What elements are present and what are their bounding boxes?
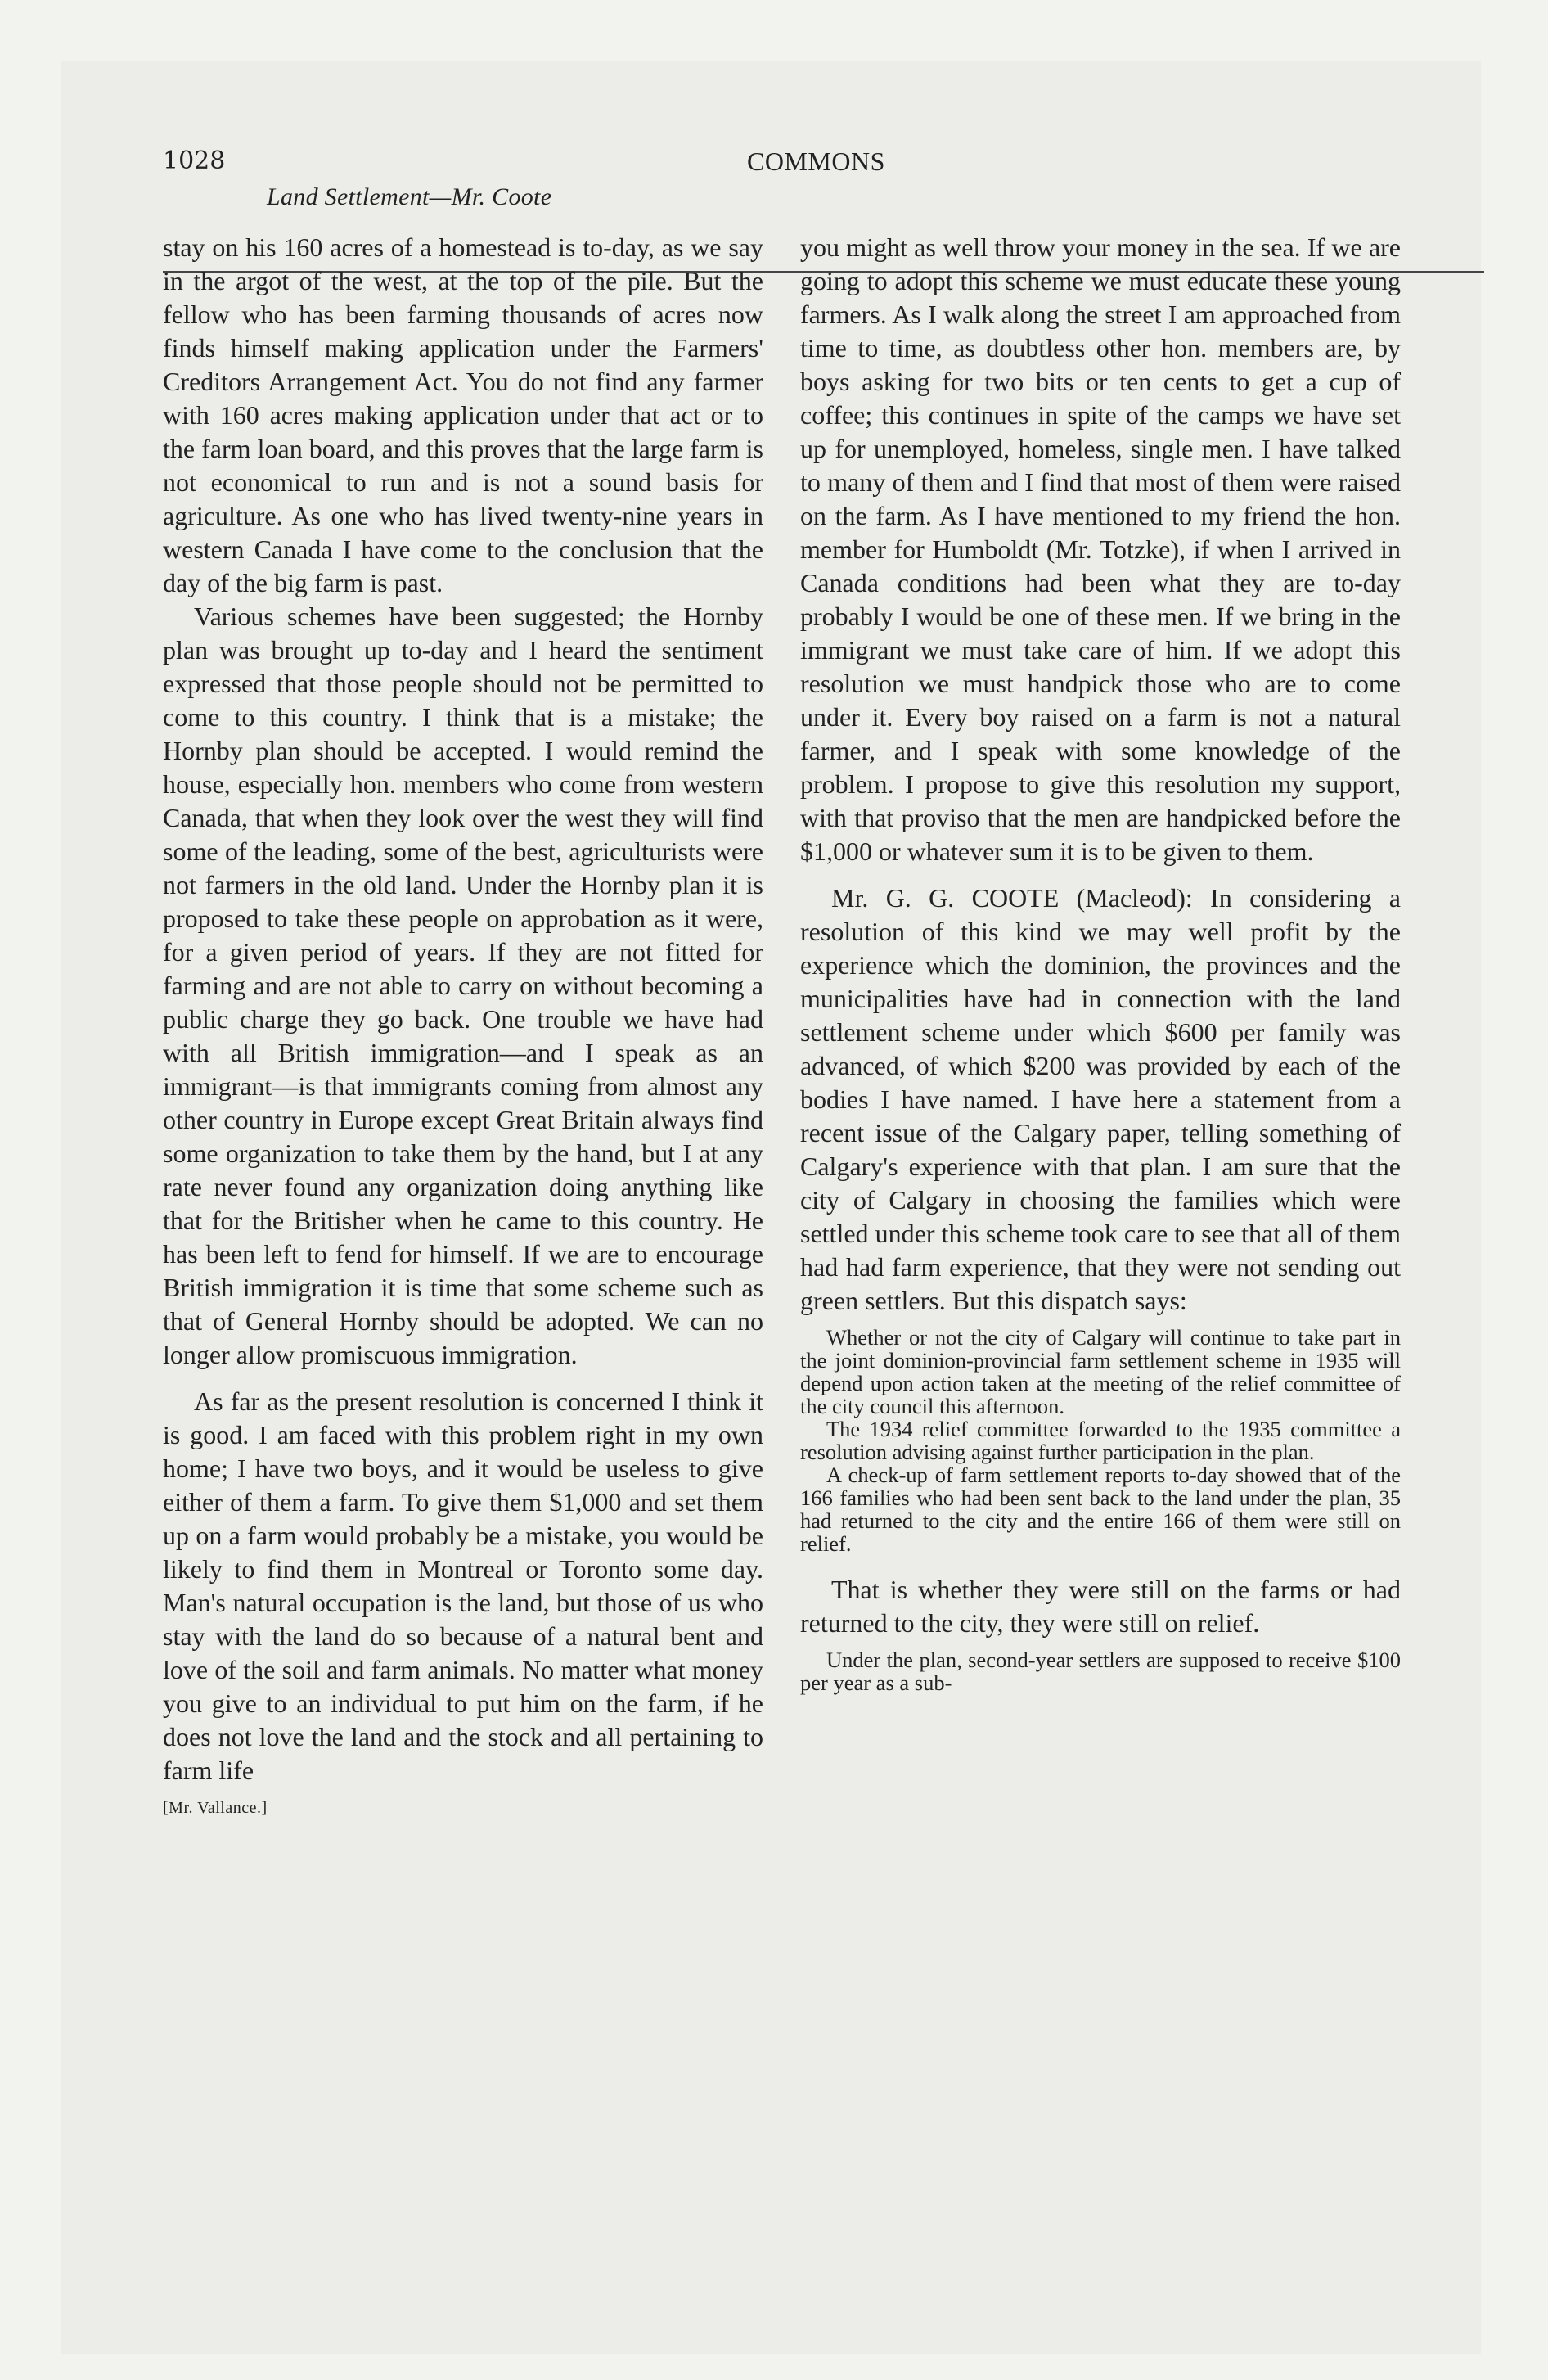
section-title: COMMONS (747, 146, 885, 176)
left-paragraph-1: stay on his 160 acres of a homestead is to-day, as we say in the argot of the west, at the top of the pile. But the fellow who has been farming thousands of acres now finds himself making application under the Farmers' Creditors Arrangement Act. You do not find any farmer with 160 acres making application under that act or to the farm loan board, and this proves that the large farm is not economical to run and is not a sound basis for agriculture. As one who has lived twenty-nine years in western Canada I have come to the conclusion that the day of the big farm is past. (163, 232, 763, 597)
left-column (163, 231, 763, 1818)
speaker-footnote: [Mr. Vallance.] (163, 1799, 268, 1817)
left-paragraph-3: As far as the present resolution is concerned I think it is good. I am faced with this problem right in my own home; I have two boys, and it would be useless to give either of them a farm. To give them $1,000 and set them up on a farm would probably be a mistake, you would be likely to find them in Montreal or Toronto some day. Man's natural occupation is the land, but those of us who stay with the land do so because of a natural bent and love of the soil and farm animals. No matter what money you give to an individual to put him on the farm, if he does not love the land and the stock and all pertaining to farm life (163, 1386, 763, 1785)
left-paragraph-2: Various schemes have been suggested; the Hornby plan was brought up to-day and I heard the sentiment expressed that those people should not be permitted to come to this country. I think that is a mistake; the Hornby plan should be accepted. I would remind the house, especially hon. members who come from western Canada, that when they look over the west they will find some of the leading, some of the best, agriculturists were not farmers in the old land. Under the Hornby plan it is proposed to take these people on approbation as it were, for a given period of years. If they are not fitted for farming and are not able to carry on without becoming a public charge they go back. One trouble we have had with all British immigration—and I speak as an immigrant—is that immigrants coming from almost any other country in Europe except Great Britain always find some organization to take them by the hand, but I at any rate never found any organization doing anything like that for the Britisher when he came to this country. He has been left to fend for himself. If we are to encourage British immigration it is time that some scheme such as that of General Hornby should be adopted. We can no longer allow promiscuous immigration. (163, 602, 763, 1369)
right-paragraph-2: Mr. G. G. COOTE (Macleod): In considering a resolution of this kind we may well profit by the experience which the dominion, the provinces and the municipalities have had in connection with the land settlement scheme under which $600 per family was advanced, of which $200 was provided by each of the bodies I have named. I have here a statement from a recent issue of the Calgary paper, telling something of Calgary's experience with that plan. I am sure that the city of Calgary in choosing the families which were settled under this scheme took care to see that all of them had had farm experience, that they were not sending out green settlers. But this dispatch says: (800, 883, 1401, 1315)
running-head: Land Settlement—Mr. Coote (267, 183, 552, 210)
right-paragraph-1: you might as well throw your money in the sea. If we are going to adopt this scheme we must educate these young farmers. As I walk along the street I am approached from time to time, as doubtless other hon. members are, by boys asking for two bits or ten cents to get a cup of coffee; this continues in spite of the camps we have set up for unemployed, homeless, single men. I have talked to many of them and I find that most of them were raised on the farm. As I have mentioned to my friend the hon. member for Humboldt (Mr. Totzke), if when I arrived in Canada conditions had been what they are to-day probably I would be one of these men. If we bring in the immigrant we must take care of him. If we adopt this resolution we must handpick those who are to come under it. Every boy raised on a farm is not a natural farmer, and I speak with some knowledge of the problem. I propose to give this resolution my support, with that proviso that the men are handpicked before the $1,000 or whatever sum it is to be given to them. (800, 232, 1401, 866)
quoted-dispatch-1: Whether or not the city of Calgary will continue to take part in the joint dominion-provincial farm settlement scheme in 1935 will depend upon action taken at the meeting of the relief committee of the city council this afternoon. (800, 1325, 1401, 1418)
right-column (800, 231, 1401, 1694)
page-sheet (61, 61, 1481, 2354)
quoted-dispatch-4: Under the plan, second-year settlers are supposed to receive $100 per year as a sub- (800, 1648, 1401, 1695)
right-paragraph-3: That is whether they were still on the farms or had returned to the city, they were still on relief. (800, 1575, 1401, 1638)
quoted-dispatch-2: The 1934 relief committee forwarded to the 1935 committee a resolution advising against further participation in the plan. (800, 1417, 1401, 1464)
quoted-dispatch-3: A check-up of farm settlement reports to-day showed that of the 166 families who had been sent back to the land under the plan, 35 had returned to the city and the entire 166 of them were still on relief. (800, 1463, 1401, 1556)
page-number: 1028 (163, 146, 226, 175)
